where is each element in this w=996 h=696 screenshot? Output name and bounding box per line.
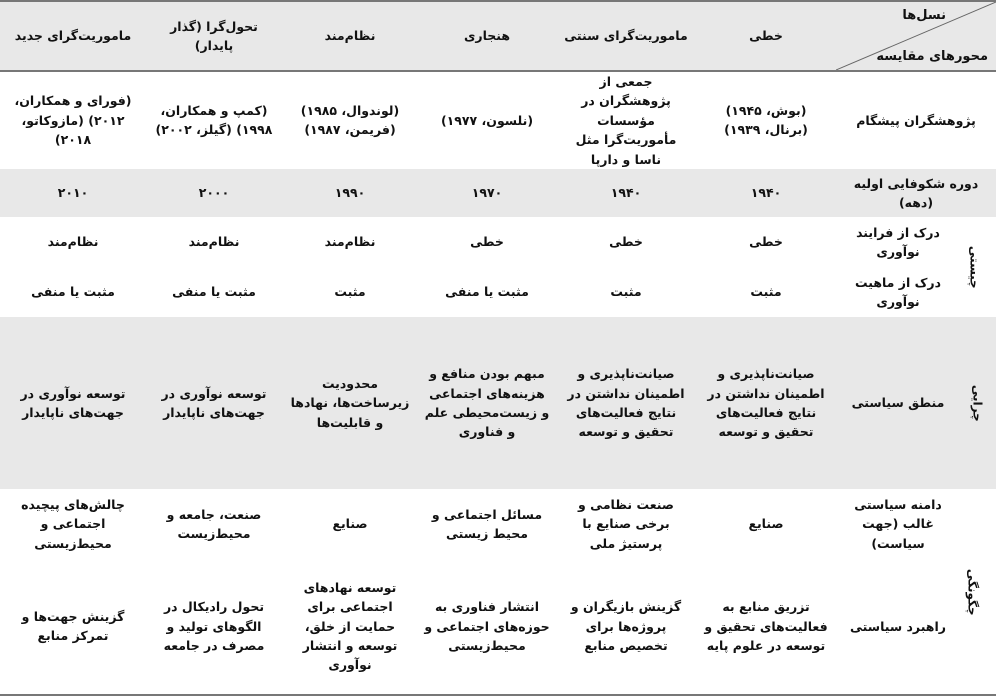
table-row-flourishing-decade (0, 169, 996, 217)
table-cell: صنعت نظامی و برخی صنایع با پرستیژ ملی (578, 496, 674, 551)
table-cell: مثبت یا منفی (172, 284, 256, 300)
table-cell: (کمپ و همکاران، ۱۹۹۸) (گیلز، ۲۰۰۲) (155, 103, 273, 138)
row-label: دوره شکوفایی اولیه (دهه) (853, 175, 979, 210)
table-cell: ۲۰۰۰ (198, 185, 230, 201)
row-label: راهبرد سیاستی (850, 618, 946, 634)
table-cell: خطی (609, 234, 643, 250)
table-cell: مثبت (750, 284, 782, 300)
table-cell: صنایع (332, 516, 368, 532)
table-cell: محدودیت زیرساخت‌ها، نهادها و قابلیت‌ها (290, 375, 410, 430)
table-cell: مثبت (610, 284, 642, 300)
table-cell: تزریق منابع به فعالیت‌های تحقیق و توسعه در علوم پایه (704, 599, 828, 654)
group-label-how-text: چگونگی (965, 568, 980, 616)
table-cell: صنعت، جامعه و محیط‌زیست (166, 506, 262, 541)
table-cell: توسعه نوآوری در جهت‌های ناپایدار (20, 385, 126, 420)
comparison-axes-label: محورهای مقایسه (876, 48, 988, 64)
table-row-policy-logic (0, 317, 996, 489)
table-cell: توسعه نوآوری در جهت‌های ناپایدار (161, 385, 267, 420)
table-cell: (بوش، ۱۹۴۵) (برنال، ۱۹۳۹) (724, 103, 808, 138)
table-cell: تحول رادیکال در الگوهای تولید و مصرف در جامعه (163, 599, 265, 654)
header-row (0, 1, 996, 71)
table-cell: مثبت (334, 284, 366, 300)
group-label-what (958, 217, 996, 317)
table-cell: جمعی از پژوهشگران در مؤسسات مأموریت‌گرا مثل ناسا و دارپا (575, 74, 677, 167)
table-cell: (لوندوال، ۱۹۸۵) (فریمن، ۱۹۸۷) (300, 103, 400, 138)
table-row-nature-understanding (0, 267, 996, 317)
table-cell: صیانت‌ناپذیری و اطمینان نداشتن در نتایج فعالیت‌های تحقیق و توسعه (707, 366, 825, 440)
table-cell: ۲۰۱۰ (57, 185, 89, 201)
generation-header-traditional-mission: ماموریت‌گرای سنتی (564, 28, 688, 44)
table-row-policy-strategy (0, 559, 996, 695)
table-cell: مبهم بودن منافع و هزینه‌های اجتماعی و زیست‌محیطی علم و فناوری (424, 366, 550, 440)
row-label: منطق سیاستی (851, 395, 945, 411)
table-cell: گزینش بازیگران و پروژه‌ها برای تخصیص منابع (570, 599, 682, 654)
table-cell: مسائل اجتماعی و محیط زیستی (431, 506, 543, 541)
table-cell: مثبت یا منفی (31, 284, 115, 300)
table-cell: صیانت‌ناپذیری و اطمینان نداشتن در نتایج فعالیت‌های تحقیق و توسعه (567, 366, 685, 440)
generation-header-normative: هنجاری (463, 28, 511, 44)
row-label: درک از ماهیت نوآوری (854, 274, 942, 309)
corner-header (836, 1, 996, 71)
group-label-why (958, 317, 996, 489)
table-cell: انتشار فناوری به حوزه‌های اجتماعی و محیط‌زیستی (424, 599, 550, 654)
row-label: دامنه سیاستی غالب (جهت سیاست) (854, 496, 942, 551)
generation-header-transformative: تحول‌گرا (گذار پایدار) (170, 18, 258, 53)
table-cell: نظام‌مند (324, 234, 376, 250)
generation-header-linear: خطی (749, 28, 783, 44)
table-cell: خطی (470, 234, 504, 250)
table-cell: صنایع (748, 516, 784, 532)
table-cell: ۱۹۹۰ (334, 185, 366, 201)
table-cell: نظام‌مند (47, 234, 99, 250)
generation-header-systemic: نظام‌مند (324, 28, 376, 44)
table-cell: ۱۹۴۰ (750, 185, 782, 201)
group-label-why-text: چرایی (970, 384, 985, 422)
row-label: درک از فرایند نوآوری (856, 224, 940, 259)
table-cell: نظام‌مند (188, 234, 240, 250)
table-cell: توسعه نهادهای اجتماعی برای حمایت از خلق، توسعه و انتشار نوآوری (302, 579, 398, 673)
table-row-process-understanding (0, 217, 996, 267)
generations-label: نسل‌ها (902, 8, 946, 23)
table-row-pioneers (0, 71, 996, 169)
table-cell: خطی (749, 234, 783, 250)
table-cell: گزینش جهت‌ها و تمرکز منابع (21, 609, 125, 644)
table-cell: مثبت یا منفی (445, 284, 529, 300)
table-cell: (نلسون، ۱۹۷۷) (440, 112, 534, 128)
group-label-how (958, 489, 996, 695)
table-row-policy-domain (0, 489, 996, 559)
table-cell: (فورای و همکاران، ۲۰۱۲) (مازوکاتو، ۲۰۱۸) (14, 93, 132, 148)
row-label: پژوهشگران پیشگام (856, 112, 976, 128)
table-cell: چالش‌های پیچیده اجتماعی و محیط‌زیستی (21, 496, 125, 551)
table-cell: ۱۹۴۰ (610, 185, 642, 201)
table-cell: ۱۹۷۰ (471, 185, 503, 201)
group-label-what-text: چیستی (967, 245, 982, 289)
generation-header-new-mission: ماموریت‌گرای جدید (14, 28, 132, 44)
